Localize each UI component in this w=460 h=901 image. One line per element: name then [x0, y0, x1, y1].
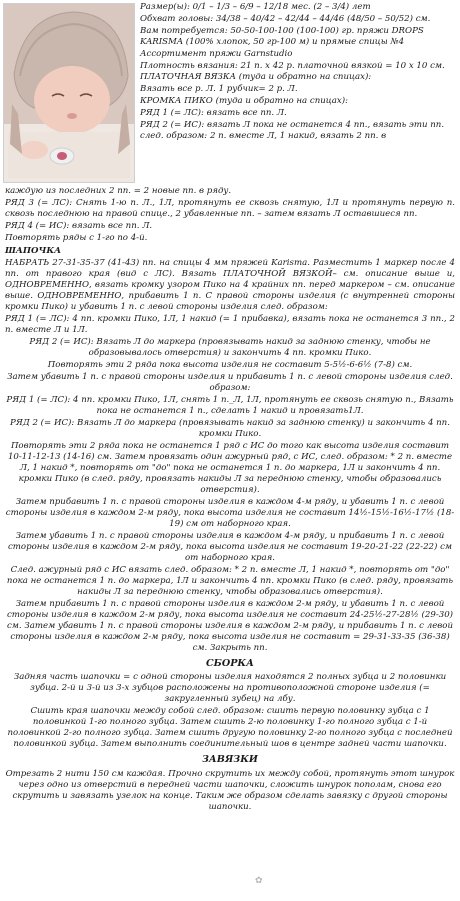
- ties-title: ЗАВЯЗКИ: [201, 754, 258, 766]
- baby-photo-drawing: [4, 4, 134, 182]
- text-line: Ассортимент пряжи Garnstudio: [140, 49, 293, 59]
- text-line: КРОМКА ПИКО (туда и обратно на спицах):: [140, 96, 349, 106]
- text-line: РЯД 2 (= ИС): вязать Л пока не останется 4 пп., вязать эти пп. след. образом: 2 п. вместе Л, 1 накид, вязать 2 пп. в: [140, 120, 445, 141]
- instruction-paragraph: каждую из последних 2 пп. = 2 новые пп. в ряду.: [5, 186, 232, 196]
- size-and-materials-block: [140, 2, 456, 143]
- text-line: Размер(ы): 0/1 – 1/3 – 6/9 – 12/18 мес. (2 – 3/4) лет: [140, 2, 371, 12]
- assembly-paragraph: Задняя часть шапочки = с одной стороны изделия находятся 2 полных зубца и 2 половинки зубца. 2-й и 3-й из 3-х зубцов расположены на противоположной стороне изделия (= закругленный зубец) на лбу.: [13, 672, 447, 705]
- instruction-paragraph: РЯД 4 (= ИС): вязать все пп. Л.: [5, 221, 153, 231]
- instruction-paragraph: След. ажурный ряд с ИС вязать след. образом: * 2 п. вместе Л, 1 накид *, повторять от "до" пока не останется 1 п. до маркера, 1Л и закончить 4 пп. кромки Пико (в след. ряду, провязать накиды Л за переднюю стенку, чтобы образовались отверстия).: [6, 565, 454, 597]
- instruction-paragraph: РЯД 3 (= ЛС): Снять 1-ю п. Л., 1Л, протянуть ее сквозь снятую, 1Л и протянуть первую п. сквозь последнюю на правой спице., 2 убавленные пп. – затем вязать Л оставшиеся пп.: [5, 198, 455, 219]
- instruction-paragraph: РЯД 2 (= ИС): Вязать Л до маркера (провязывать накид за заднюю стенку, чтобы не образовывалось отверстия) и закончить 4 пп. кромки Пико.: [29, 337, 431, 358]
- section-heading: ШАПОЧКА: [5, 246, 62, 256]
- text-line: Обхват головы: 34/38 – 40/42 – 42/44 – 44/46 (48/50 – 50/52) см.: [140, 14, 431, 24]
- pattern-instructions: [5, 186, 455, 814]
- baby-hat-photo: [3, 3, 135, 183]
- instruction-paragraph: Затем прибавить 1 п. с правой стороны изделия в каждом 4-м ряду, и убавить 1 п. с левой стороны изделия в каждом 2-м ряду, пока высота изделия не составит 14½-15½-16½-17½ (18-19) см от наборного края.: [5, 497, 455, 529]
- watermark: ✿: [255, 876, 263, 886]
- text-line: Вам потребуется: 50-50-100-100 (100-100) гр. пряжи DROPS KARISMA (100% хлопок, 50 гр-100 м) и прямые спицы №4: [140, 26, 424, 47]
- instruction-paragraph: Затем прибавить 1 п. с правой стороны изделия в каждом 2-м ряду, и убавить 1 п. с левой стороны изделия в каждом 2-м ряду, пока высота изделия не составит 24-25½-27-28½ (29-30) см. Затем убавить 1 п. с правой стороны изделия в каждом 2-м ряду, и прибавить 1 п. с левой стороны изделия в каждом 2-м ряду, пока высота изделия не составит = 29-31-33-35 (36-38) см. Закрыть пп.: [6, 599, 454, 653]
- instruction-paragraph: Затем убавить 1 п. с правой стороны изделия в каждом 4-м ряду, и прибавить 1 п. с левой стороны изделия в каждом 2-м ряду, пока высота изделия не составит 19-20-21-22 (22-22) см от наборного края.: [7, 531, 453, 563]
- instruction-paragraph: РЯД 2 (= ИС): Вязать Л до маркера (провязывать накид за заднюю стенку) и закончить 4 пп. кромки Пико.: [10, 418, 450, 439]
- instruction-paragraph: НАБРАТЬ 27-31-35-37 (41-43) пп. на спицы 4 мм пряжей Karisma. Разместить 1 маркер после 4 пп. от правого края (вид с ЛС). Вязать ПЛАТОЧНОЙ ВЯЗКОЙ– см. описание выше и, ОДНОВРЕМЕННО, вязать кромку узором Пико на 4 крайних пп. перед маркером – см. описание выше. ОДНОВРЕМЕННО, прибавить 1 п. С правой стороны изделия (с внутренней стороны кромки Пико) и убавить 1 п. с левой стороны изделия след. образом:: [5, 258, 455, 312]
- instruction-paragraph: Повторять эти 2 ряда пока не останется 1 ряд с ИС до того как высота изделия составит 10-11-12-13 (14-16) см. Затем провязать один ажурный ряд, с ИС, след. образом: * 2 п. вместе Л, 1 накид *, повторять от "до" пока не останется 1 п. до маркера, 1Л и закончить 4 пп. кромки Пико (в след. ряду, провязать накиды Л за переднюю стенку, чтобы образовались отверстия).: [7, 441, 453, 495]
- instruction-paragraph: Затем убавить 1 п. с правой стороны изделия и прибавить 1 п. с левой стороны изделия след. образом:: [7, 372, 453, 393]
- instruction-paragraph: Повторять ряды с 1-го по 4-й.: [5, 233, 148, 243]
- ties-paragraph: Отрезать 2 нити 150 см каждая. Прочно скрутить их между собой, протянуть этот шнурок через одно из отверстий в передней части шапочки, сложить шнурок пополам, снова его скрутить и завязать узелок на конце. Таким же образом сделать завязку с другой стороны шапочки.: [5, 768, 455, 812]
- assembly-paragraph: Сшить края шапочки между собой след. образом: сшить первую половинку зубца с 1 половинкой 1-го полного зубца. Затем сшить 2-ю половинку 1-го полного зубца с 1-й половинкой 2-го полного зубца. Затем сшить другую половинку 2-го полного зубца с последней половинкой зубца. Затем выполнить соединительный шов в центре задней части шапочки.: [7, 706, 453, 750]
- text-line: Вязать все р. Л. 1 рубчик= 2 р. Л.: [140, 84, 298, 94]
- instruction-paragraph: Повторять эти 2 ряда пока высота изделия не составит 5-5½-6-6½ (7-8) см.: [47, 360, 413, 370]
- instruction-paragraph: РЯД 1 (= ЛС): 4 пп. кромки Пико, 1Л, снять 1 п._Л, 1Л, протянуть ее сквозь снятую п., Вязать пока не останется 1 п., сделать 1 накид и провязать1Л.: [6, 395, 454, 416]
- instruction-paragraph: РЯД 1 (= ЛС): 4 пп. кромки Пико, 1Л, 1 накид (= 1 прибавка), вязать пока не останется 3 пп., 2 п. вместе Л и 1Л.: [5, 314, 455, 335]
- assembly-title: СБОРКА: [206, 658, 254, 669]
- text-line: Плотность вязания: 21 п. x 42 р. платочной вязкой = 10 x 10 см. ПЛАТОЧНАЯ ВЯЗКА (туда и обратно на спицах):: [140, 61, 445, 82]
- text-line: РЯД 1 (= ЛС): вязать все пп. Л.: [140, 108, 287, 118]
